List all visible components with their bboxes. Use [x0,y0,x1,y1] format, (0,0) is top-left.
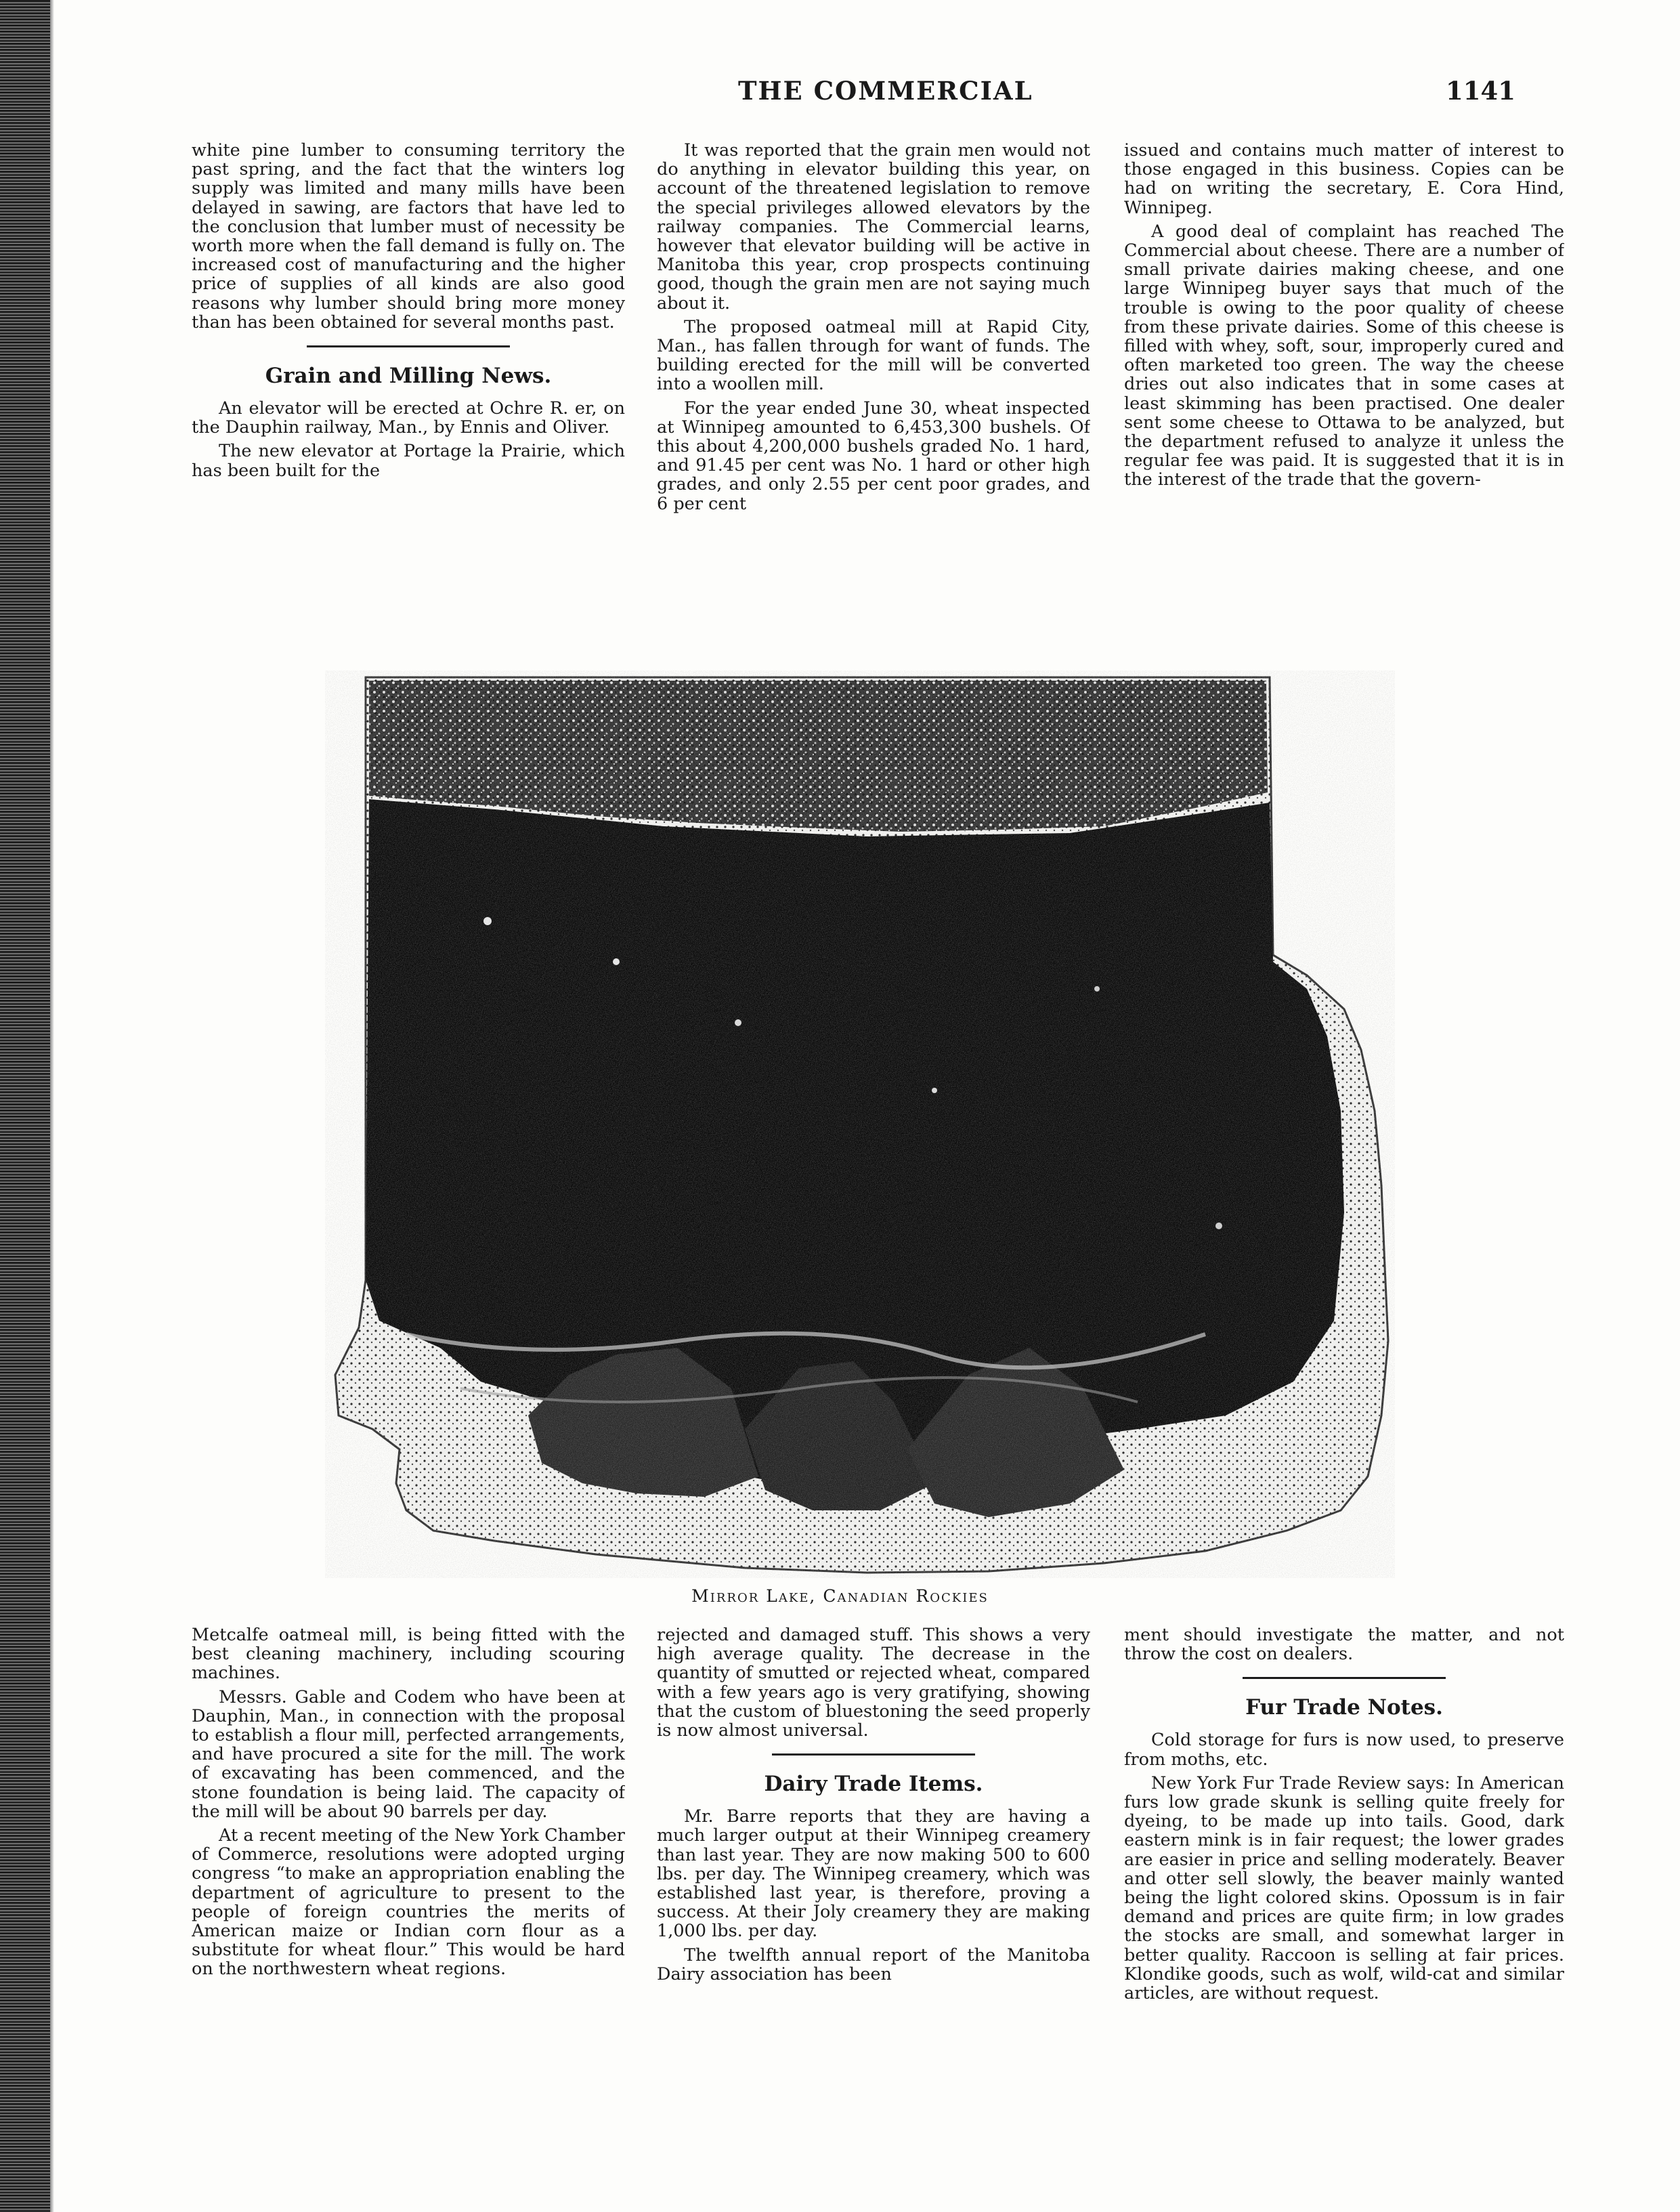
upper-column-3 [1124,141,1564,642]
lower-column-2 [657,1625,1090,2181]
column-divider-rule [307,345,510,347]
elevator-legislation-paragraph: It was reported that the grain men would not do anything in elevator building this year, on account of the threatened legislation to remove the special privileges allowed elevators by the railway companies. The Commercial learns, however that elevator building will be active in Manitoba this year, crop prospects continuing good, though the grain men are not saying much about it. [657,141,1090,314]
page-header [0,76,1680,116]
grain-milling-heading: Grain and Milling News. [265,364,552,389]
publication-title: THE COMMERCIAL [738,76,1033,106]
wheat-inspection-paragraph: For the year ended June 30, wheat inspected at Winnipeg amounted to 6,453,300 bushels. Of this about 4,200,000 bushels graded No. 1 hard, and 91.45 per cent was No. 1 hard or other high grades, and only 2.55 per cent poor grades, and 6 per cent [657,398,1090,514]
cold-storage-paragraph: Cold storage for furs is now used, to preserve from moths, etc. [1124,1730,1564,1770]
lower-column-3 [1124,1625,1564,2181]
barre-creamery-paragraph: Mr. Barre reports that they are having a much larger output at their Winnipeg creamery than last year. They are now making 500 to 600 lbs. per day. The Winnipeg creamery, which was established last year, is therefore, proving a success. At their Joly creamery they are making 1,000 lbs. per day. [657,1806,1090,1942]
dairy-report-continuation: issued and contains much matter of interest to those engaged in this business. Copies can be had on writing the secretary, E. Cora Hind, Winnipeg. [1124,141,1564,218]
photo-caption: Mirror Lake, Canadian Rockies [691,1586,989,1606]
upper-column-1 [192,141,625,642]
portage-elevator-paragraph: The new elevator at Portage la Prairie, which has been built for the [192,441,625,481]
rapid-city-oatmeal-paragraph: The proposed oatmeal mill at Rapid City, Man., has fallen through for want of funds. The building erected for the mill will be converted into a woollen mill. [657,316,1090,395]
column-divider-rule [1243,1677,1446,1679]
upper-column-2 [657,141,1090,642]
chamber-of-commerce-paragraph: At a recent meeting of the New York Chamber of Commerce, resolutions were adopted urging congress “to make an appropriation enabling the department of agriculture to present to the people of foreign countries the merits of American maize or Indian corn flour as a substitute for wheat flour.” This would be hard on the northwestern wheat regions. [192,1825,625,1980]
page-binding-edge [0,0,50,2212]
fur-trade-heading: Fur Trade Notes. [1245,1695,1443,1720]
wheat-quality-paragraph: rejected and damaged stuff. This shows a very high average quality. The decrease in the quantity of smutted or rejected wheat, compared with a few years ago is very gratifying, showing that the custom of bluestoning the seed properly is now almost universal. [657,1625,1090,1741]
cheese-complaint-paragraph: A good deal of complaint has reached The Commercial about cheese. There are a number of small private dairies making cheese, and one large Winnipeg buyer says that much of the trouble is owing to the poor quality of cheese from these private dairies. Some of this cheese is filled with whey, soft, sour, improperly cured and often marketed too green. The way the cheese dries out also indicates that in some cases at least skimming has been practised. One dealer sent some cheese to Ottawa to be analyzed, but the department refused to analyze it unless the regular fee was paid. It is suggested that it is in the interest of the trade that the govern- [1124,221,1564,490]
column-divider-rule [772,1753,975,1756]
ochre-river-elevator-paragraph: An elevator will be erected at Ochre R. er, on the Dauphin railway, Man., by Ennis and Oliver. [192,398,625,438]
metcalfe-mill-paragraph: Metcalfe oatmeal mill, is being fitted with the best cleaning machinery, including scouring machines. [192,1625,625,1684]
lumber-paragraph: white pine lumber to consuming territory the past spring, and the fact that the winters log supply was limited and many mills have been delayed in sawing, are factors that have led to the conclusion that lumber must of necessity be worth more when the fall demand is fully on. The increased cost of manufacturing and the higher price of supplies of all kinds are also good reasons why lumber should bring more money than has been obtained for several months past. [192,141,625,333]
dairy-association-paragraph: The twelfth annual report of the Manitoba Dairy association has been [657,1944,1090,1984]
dairy-trade-heading: Dairy Trade Items. [764,1772,983,1797]
gable-codem-paragraph: Messrs. Gable and Codem who have been at Dauphin, Man., in connection with the proposal to establish a flour mill, perfected arrangements, and have procured a site for the mill. The work of excavating has been commenced, and the stone foundation is being laid. The capacity of the mill will be about 90 barrels per day. [192,1686,625,1822]
page-number: 1141 [1446,76,1515,106]
mirror-lake-photograph [325,671,1395,1578]
fur-trade-review-paragraph: New York Fur Trade Review says: In American furs low grade skunk is selling quite freely for dyeing, to be made up into tails. Good, dark eastern mink is in fair request; the lower grades are easier in price and selling moderately. Beaver and otter sell slowly, the beaver mainly wanted being the light colored skins. Opossum is in fair demand and prices are quite firm; in low grades the stocks are small, and somewhat larger in better quality. Raccoon is selling at fair prices. Klondike goods, such as wolf, wild-cat and similar articles, are without request. [1124,1772,1564,2004]
lower-column-1 [192,1625,625,2181]
government-investigate-paragraph: ment should investigate the matter, and not throw the cost on dealers. [1124,1625,1564,1665]
